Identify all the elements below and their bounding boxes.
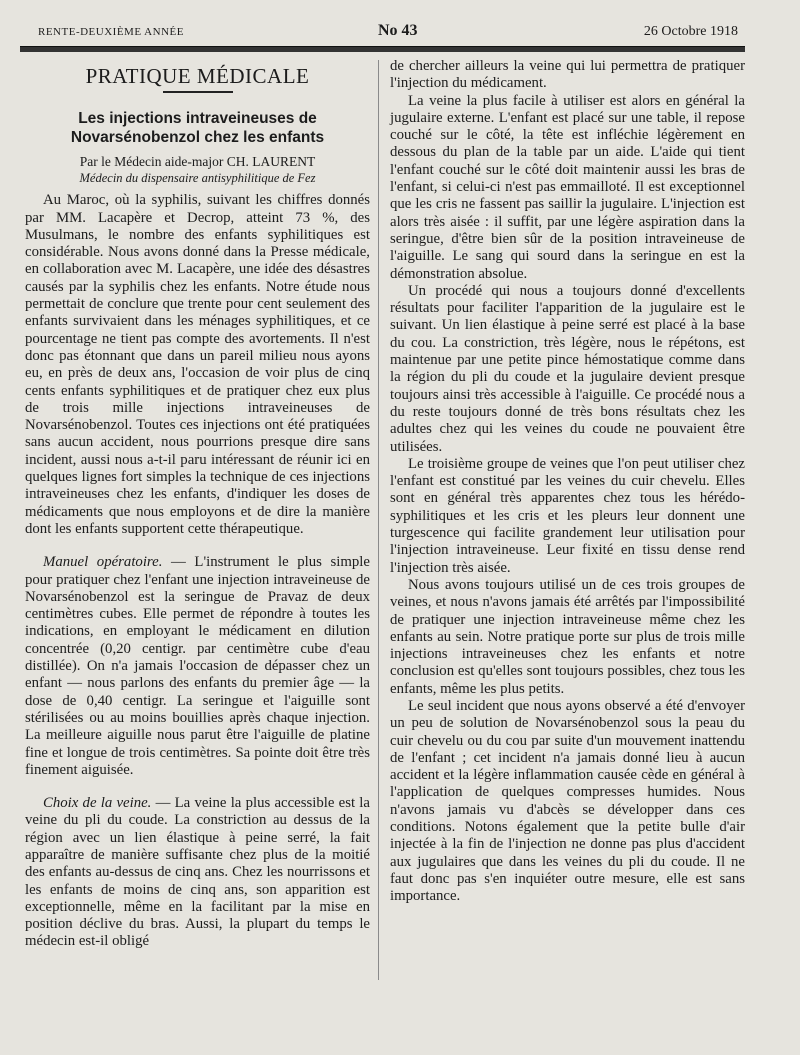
paragraph: Au Maroc, où la syphilis, suivant les chiffres donnés par MM. Lacapère et Decrop, atteint 73 %, des Musulmans, le nombre des enfants syphilitiques est considérable. Nous avons donné dans la Presse médicale, en collaboration avec M. Lacapère, une idée des désastres causés par la syphilis chez les enfants. Notre étude nous permettait de conclure que trente pour cent seulement des enfants survivaient dans les ménages syphilitiques, et ce pourcentage ne tient pas compte des avortements. Il n'est donc pas étonnant que dans un pareil milieu nous ayons eu, en près de deux ans, l'occasion de voir plus de cinq cents enfants syphilitiques et de pratiquer chez eux plus de trois mille injections intraveineuses de Novarsénobenzol. Toutes ces injections ont été pratiquées sans aucun accident, nous pourrions presque dire sans incident, aussi nous a-t-il paru intéressant de réunir ici en quelques lignes fort simples la technique de ces injections intraveineuses chez les enfants, d'indiquer les doses de médicaments que nous employons et de dire la manière dont les enfants supportent cette thérapeutique.	[25, 192, 370, 537]
paragraph-text: — L'instrument le plus simple pour pratiquer chez l'enfant une injection intraveineuse de Novarsénobenzol est la seringue de Pravaz de deux centimètres cubes. Elle permet de répondre à toutes les indications, en employant le médicament en dilution concentrée (0,20 centigr. par centimètre cube d'eau distillée). On n'a jamais l'occasion de dépasser chez un enfant — nous parlons des enfants du premier âge — la dose de 0,40 centigr. La seringue et l'aiguille sont stérilisées ou au moins bouillies après chaque injection. La meilleure aiguille nous parut être l'aiguille de platine fine et longue de trois centimètres. Sa pointe doit être très finement aiguisée.	[25, 554, 370, 778]
right-column	[390, 58, 745, 906]
page-header	[38, 22, 738, 42]
title-rule	[163, 91, 233, 93]
header-rule	[20, 46, 745, 52]
article-title: Les injections intraveineuses de Novarsénobenzol chez les enfants	[70, 110, 325, 147]
paragraph: La veine la plus facile à utiliser est alors en général la jugulaire externe. L'enfant est placé sur une table, il repose couché sur le côté, la tête est infléchie légèrement en dessous du plan de la table par un aide. L'aide qui tient l'enfant couché sur le côté doit maintenir aussi les bras de l'enfant, si celui-ci n'est pas emmailloté. Il est exceptionnel que les cris ne fassent pas saillir la jugulaire. L'injection est alors très aisée : il suffit, par une légère aspiration dans la seringue, d'être bien sûr de la position intraveineuse de l'aiguille. Le sang qui sourd dans la seringue en est la démonstration absolue.	[390, 92, 745, 282]
paragraph: Nous avons toujours utilisé un de ces trois groupes de veines, et nous n'avons jamais été arrêtés par l'impossibilité de pratiquer une injection intraveineuse même chez les enfants au sein. Notre pratique porte sur plus de trois mille injections intraveineuses chez les enfants et notre conclusion est qu'elles sont toujours possibles, chez tous les enfants, même les plus petits.	[390, 576, 745, 697]
article-byline: Par le Médecin aide-major CH. LAURENT	[79, 154, 316, 170]
paragraph: Le seul incident que nous ayons observé a été d'envoyer un peu de solution de Novarsénobenzol sous la peau du cuir chevelu ou du cou par suite d'un mouvement inattendu de l'enfant ; cet incident n'a jamais donné lieu à aucun accident et la légère inflammation causée cède en général à l'application de quelques compresses humides. Nous n'avons jamais vu d'abcès se développer dans ces conditions. Notons également que la petite bulle d'air injectée à la fin de l'injection ne donne pas plus d'accident aux jugulaires que dans les veines du pli du coude. Il ne faut donc pas s'en inquiéter outre mesure, elle est sans importance.	[390, 697, 745, 905]
paragraph-text: — La veine la plus accessible est la veine du pli du coude. La constriction au dessus de la région avec un lien élastique à peine serré, la fait apparaître de manière suffisante chez plus de la moitié des enfants au-dessus de cinq ans. Chez les nourrissons et les enfants de moins de cinq ans, son apparition est exceptionnelle, même en la facilitant par la mise en position déclive du bras. Aussi, la plupart du temps le médecin est-il obligé	[25, 795, 370, 950]
paragraph	[25, 795, 370, 951]
paragraph	[25, 554, 370, 779]
header-date: 26 Octobre 1918	[643, 24, 738, 39]
paragraph: de chercher ailleurs la veine qui lui permettra de pratiquer l'injection du médicament.	[390, 58, 745, 92]
subheading-choix: Choix de la veine.	[43, 795, 152, 812]
section-title: PRATIQUE MÉDICALE	[85, 64, 310, 88]
left-column	[25, 58, 370, 951]
paragraph: Un procédé qui nous a toujours donné d'excellents résultats pour faciliter l'apparition de la jugulaire est le suivant. Un lien élastique à peine serré est placé à la base du cou. La constriction, très légère, nous le répétons, est maintenue par une petite pince hémostatique comme dans la région du pli du coude et la jugulaire devient presque toujours ainsi très accessible à l'aiguille. Ce procédé nous a du reste toujours donné de très bons résultats chez les adultes chez qui les veines du coude ne pouvaient être utilisées.	[390, 282, 745, 455]
article-affiliation: Médecin du dispensaire antisyphilitique de Fez	[79, 171, 316, 186]
header-year: RENTE-DEUXIÈME ANNÉE	[38, 26, 184, 38]
subheading-manuel: Manuel opératoire.	[43, 554, 163, 571]
header-issue-number: No 43	[378, 22, 418, 39]
column-divider	[378, 60, 379, 980]
paragraph: Le troisième groupe de veines que l'on peut utiliser chez l'enfant est constitué par les veines du cuir chevelu. Elles sont en général très apparentes chez tous les hérédo-syphilitiques et les cris et les pleurs leur donnent une turgescence qui facilite grandement leur utilisation pour l'injection intraveineuse. Leur fixité en tissu dense rend l'injection très aisée.	[390, 455, 745, 576]
